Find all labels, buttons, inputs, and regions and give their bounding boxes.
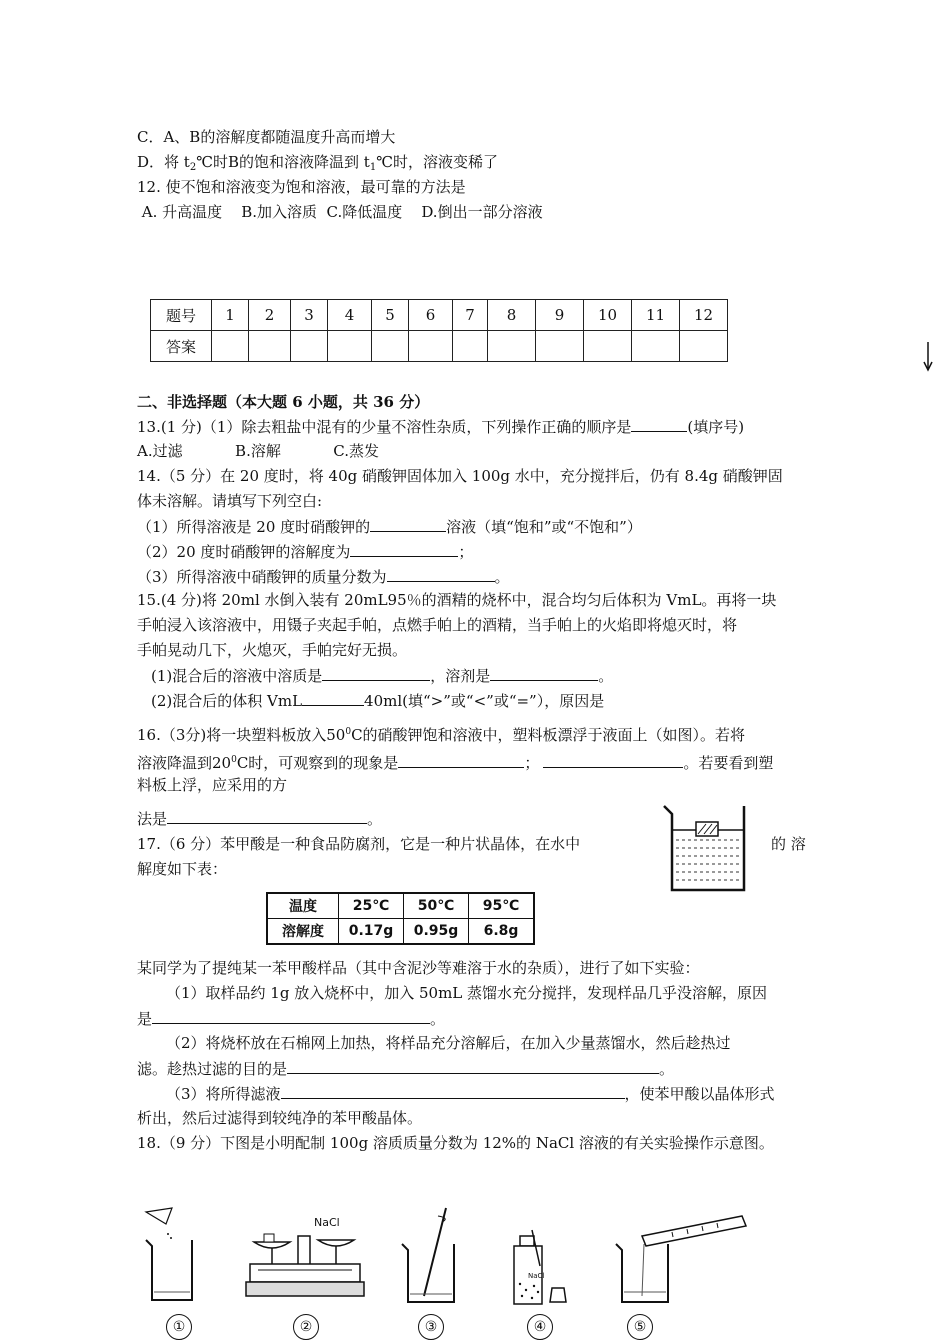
q11-option-c: C．A、B的溶解度都随温度升高而增大: [137, 128, 396, 146]
q17-part2-line1: （2）将烧杯放在石棉网上加热，将样品充分溶解后，在加入少量蒸馏水，然后趁热过: [166, 1034, 731, 1052]
q17-part1-line1: （1）取样品约 1g 放入烧杯中，加入 50mL 蒸馏水充分搅拌，发现样品几乎没溶解，原因: [166, 984, 768, 1002]
step-number: ④: [527, 1314, 553, 1340]
q14-part1: （1）所得溶液是 20 度时硝酸钾的 溶液（填“饱和”或“不饱和”）: [137, 518, 642, 536]
answer-table: [150, 299, 728, 362]
solubility-table-cell: 50℃: [404, 893, 469, 919]
q14-part3-blank[interactable]: [387, 566, 495, 582]
answer-cell[interactable]: [488, 331, 536, 362]
step-number: ⑤: [627, 1314, 653, 1340]
q16-method-blank[interactable]: [167, 808, 367, 824]
q15-part2: (2)混合后的体积 VmL 40ml(填“>”或“<”或“=”），原因是: [151, 692, 605, 710]
q13-options: A.过滤 B.溶解 C.蒸发: [137, 442, 380, 460]
q17-part1-blank[interactable]: [152, 1008, 430, 1024]
answer-cell[interactable]: [212, 331, 249, 362]
q11-option-d: D．将 $t_2℃$时B的饱和溶液降温到 $t_1℃$时，溶液变稀了: [137, 153, 498, 173]
q16-line3: 料板上浮，应采用的方: [137, 776, 288, 794]
step-number: ③: [418, 1314, 444, 1340]
q17-line1-tail: 的 溶: [771, 835, 806, 853]
q15-line1: 15.(4 分)将 20ml 水倒入装有 20mL95％的酒精的烧杯中，混合均匀后体积为 VmL。再将一块: [137, 591, 777, 609]
solubility-table-cell: 25℃: [339, 893, 404, 919]
q18-stem: 18.（9 分）下图是小明配制 100g 溶质质量分数为 12%的 NaCl 溶液的有关实验操作示意图。: [137, 1134, 774, 1152]
solubility-table-cell: 95℃: [469, 893, 535, 919]
step1-beaker-figure: [138, 1206, 198, 1306]
q17-line2: 解度如下表：: [137, 860, 228, 878]
answer-table-label-number: 题号: [151, 300, 212, 331]
q14-part2: （2）20 度时硝酸钾的溶解度为 ；: [137, 543, 474, 561]
solubility-table-solubility-row: [267, 919, 534, 945]
answer-table-number: 4: [328, 300, 372, 331]
step-number: ②: [293, 1314, 319, 1340]
q14-part2-blank[interactable]: [350, 541, 458, 557]
answer-cell[interactable]: [291, 331, 328, 362]
q16-phenomenon2-blank[interactable]: [543, 752, 683, 768]
nacl-label: NaCl: [314, 1216, 340, 1229]
answer-cell[interactable]: [680, 331, 728, 362]
answer-table-label-answer: 答案: [151, 331, 212, 362]
answer-table-number: 9: [536, 300, 584, 331]
q14-line1: 14.（5 分）在 20 度时，将 40g 硝酸钾固体加入 100g 水中，充分搅拌后，仍有 8.4g 硝酸钾固: [137, 467, 783, 485]
q15-line3: 手帕晃动几下，火熄灭，手帕完好无损。: [137, 641, 408, 659]
q17-part2-blank[interactable]: [287, 1058, 659, 1074]
q16-line1: 16.（3分)将一块塑料板放入$50^0C$的硝酸钾饱和溶液中，塑料板漂浮于液面上（如图）。若将: [137, 726, 746, 744]
answer-table-number: 10: [584, 300, 632, 331]
answer-cell[interactable]: [584, 331, 632, 362]
solubility-table-cell: 6.8g: [469, 919, 535, 945]
q15-solvent-blank[interactable]: [490, 665, 598, 681]
solubility-table-header: 温度: [267, 893, 339, 919]
answer-cell[interactable]: [453, 331, 488, 362]
solubility-table-cell: 0.95g: [404, 919, 469, 945]
q17-line1: 17.（6 分）苯甲酸是一种食品防腐剂，它是一种片状晶体，在水中: [137, 835, 581, 853]
step3-stirring-figure: [398, 1206, 462, 1306]
solubility-table: [266, 892, 535, 945]
solubility-table-header: 溶解度: [267, 919, 339, 945]
step5-pour-water-figure: [612, 1206, 752, 1306]
answer-table-number: 6: [409, 300, 453, 331]
q15-line2: 手帕浸入该溶液中，用镊子夹起手帕，点燃手帕上的酒精，当手帕上的火焰即将熄灭时，将: [137, 616, 738, 634]
q17-part2-line2: 滤。趁热过滤的目的是 。: [137, 1060, 675, 1078]
answer-table-number: 8: [488, 300, 536, 331]
answer-cell[interactable]: [632, 331, 680, 362]
answer-cell[interactable]: [536, 331, 584, 362]
q15-compare-blank[interactable]: [302, 690, 364, 706]
q12-options: A. 升高温度 B.加入溶质 C.降低温度 D.倒出一部分溶液: [137, 203, 543, 221]
answer-table-number: 11: [632, 300, 680, 331]
q17-part1-line2: 是 。: [137, 1010, 446, 1028]
answer-cell[interactable]: [372, 331, 409, 362]
q15-solute-blank[interactable]: [322, 665, 430, 681]
step2-balance-figure: [244, 1206, 368, 1306]
q17-intro: 某同学为了提纯某一苯甲酸样品（其中含泥沙等难溶于水的杂质），进行了如下实验：: [137, 959, 700, 977]
q14-part3: （3）所得溶液中硝酸钾的质量分数为 。: [137, 568, 510, 586]
beaker-plastic-board-figure: [660, 800, 754, 896]
q17-part3-blank[interactable]: [281, 1083, 625, 1099]
q16-phenomenon1-blank[interactable]: [398, 752, 524, 768]
q14-part1-blank[interactable]: [370, 516, 446, 532]
answer-cell[interactable]: [328, 331, 372, 362]
arrow-down-icon: [920, 340, 936, 374]
solubility-table-temperature-row: [267, 893, 534, 919]
answer-table-number: 7: [453, 300, 488, 331]
solubility-table-cell: 0.17g: [339, 919, 404, 945]
q15-part1: (1)混合后的溶液中溶质是 ，溶剂是 。: [151, 667, 614, 685]
q16-line4: 法是 。: [137, 810, 383, 828]
q14-line2: 体未溶解。请填写下列空白:: [137, 492, 323, 510]
step-number: ①: [166, 1314, 192, 1340]
answer-table-number: 1: [212, 300, 249, 331]
q17-part3-line2: 析出，然后过滤得到较纯净的苯甲酸晶体。: [137, 1109, 423, 1127]
q13-answer-blank[interactable]: [631, 416, 687, 432]
answer-table-number-row: [151, 300, 728, 331]
answer-table-number: 3: [291, 300, 328, 331]
q13-stem: 13.(1 分)（1）除去粗盐中混有的少量不溶性杂质，下列操作正确的顺序是 (填序号): [137, 418, 745, 436]
answer-cell[interactable]: [249, 331, 291, 362]
q17-part3-line1: （3）将所得滤液 ，使苯甲酸以晶体形式: [166, 1085, 775, 1103]
answer-table-number: 12: [680, 300, 728, 331]
svg-text:NaCl: NaCl: [528, 1272, 545, 1280]
section2-title: 二、非选择题（本大题 6 小题，共 36 分）: [137, 393, 430, 411]
answer-table-answer-row: [151, 331, 728, 362]
step4-reagent-bottle-figure: [510, 1226, 574, 1306]
answer-table-number: 2: [249, 300, 291, 331]
q12-stem: 12. 使不饱和溶液变为饱和溶液，最可靠的方法是: [137, 178, 466, 196]
answer-table-number: 5: [372, 300, 409, 331]
q16-line2: 溶液降温到$20^0C$时，可观察到的现象是 ； 。若要看到塑: [137, 754, 774, 772]
answer-cell[interactable]: [409, 331, 453, 362]
